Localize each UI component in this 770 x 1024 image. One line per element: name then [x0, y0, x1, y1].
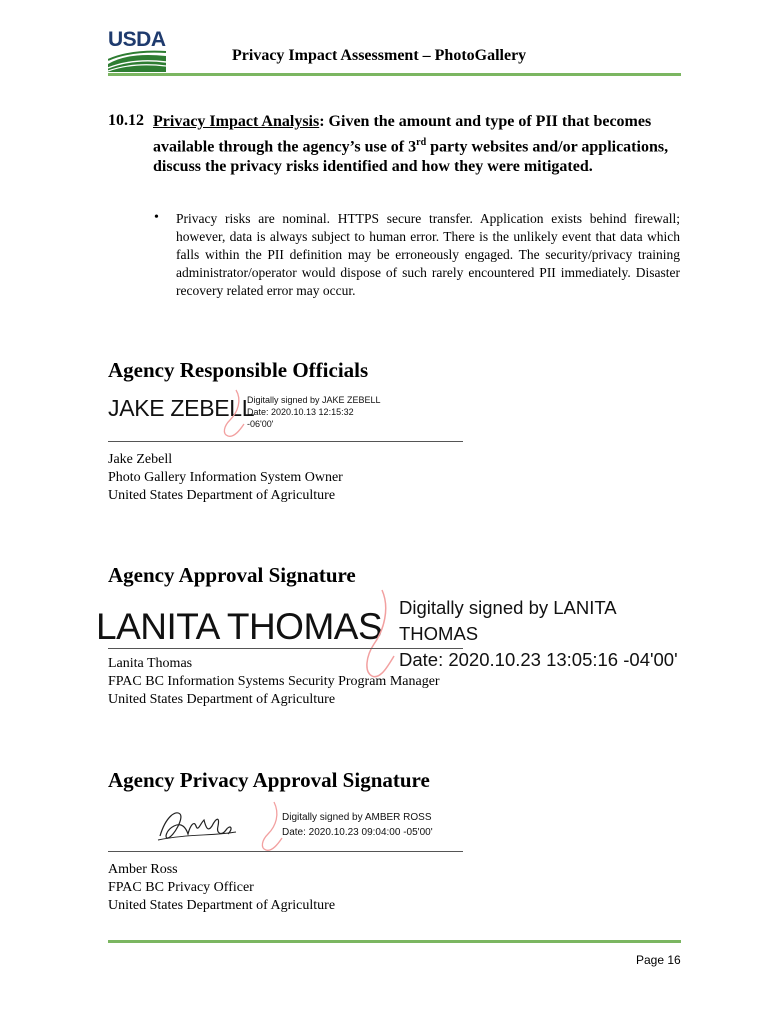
section-heading-part1: : Given the amount and type of PII that becomes available through the agency’s use of 3	[153, 113, 652, 155]
approval-signature	[96, 606, 382, 648]
approval-heading: Agency Approval Signature	[108, 563, 356, 587]
officials-org: United States Department of Agriculture	[108, 488, 336, 503]
section-heading-sup: rd	[416, 136, 427, 148]
section-heading-underlined: Privacy Impact Analysis	[153, 113, 320, 130]
document-title: Privacy Impact Assessment – PhotoGallery	[232, 47, 527, 64]
header-rule	[108, 73, 681, 76]
officials-heading: Agency Responsible Officials	[108, 358, 369, 382]
logo-text: USDA	[108, 28, 166, 51]
privacy-heading: Agency Privacy Approval Signature	[108, 768, 430, 792]
usda-logo	[108, 28, 166, 72]
officials-name: Jake Zebell	[108, 452, 173, 467]
approval-digital-stamp	[399, 595, 678, 673]
privacy-role: FPAC BC Privacy Officer	[108, 880, 254, 895]
approval-signature-name: LANITA THOMAS	[96, 606, 383, 647]
privacy-info	[108, 861, 335, 915]
footer-rule	[108, 940, 681, 943]
officials-role: Photo Gallery Information System Owner	[108, 470, 343, 485]
section-heading	[153, 112, 683, 178]
privacy-digital-line2: Date: 2020.10.23 09:04:00 -05'00'	[282, 827, 433, 838]
privacy-org: United States Department of Agriculture	[108, 898, 336, 913]
officials-signature-name: JAKE ZEBELL	[108, 395, 255, 421]
approval-org: United States Department of Agriculture	[108, 692, 336, 707]
page-number: Page 16	[636, 953, 681, 967]
officials-digital-line3: -06'00'	[247, 419, 274, 429]
privacy-name: Amber Ross	[108, 862, 178, 877]
officials-signature-line	[108, 441, 463, 442]
approval-name: Lanita Thomas	[108, 656, 193, 671]
officials-digital-line2: Date: 2020.10.13 12:15:32	[247, 407, 354, 417]
privacy-signature-line	[108, 851, 463, 852]
privacy-digital-stamp	[282, 810, 433, 840]
privacy-handwritten-signature-icon	[156, 806, 238, 846]
approval-digital-line3: Date: 2020.10.23 13:05:16 -04'00'	[399, 649, 678, 670]
approval-role: FPAC BC Information Systems Security Program Manager	[108, 674, 440, 689]
section-heading-part2: party websites and/or applications, discuss the privacy risks identified and how they were mitigated.	[153, 137, 669, 176]
bullet-icon: •	[154, 210, 159, 225]
officials-digital-line1: Digitally signed by JAKE ZEBELL	[247, 395, 381, 405]
approval-digital-line1: Digitally signed by LANITA	[399, 597, 617, 618]
privacy-risk-bullet: Privacy risks are nominal. HTTPS secure transfer. Application exists behind firewall; however, data is always subject to human error. There is the unlikely event that data which falls within the PII definition may be erroneously engaged. The security/privacy training administrator/operator would dispose of such rarely encountered PII immediately. Disaster recovery related error may occur.	[176, 211, 680, 298]
officials-info	[108, 451, 343, 505]
privacy-digital-line1: Digitally signed by AMBER ROSS	[282, 812, 432, 823]
approval-digital-line2: THOMAS	[399, 623, 479, 644]
logo-hills-icon	[108, 50, 166, 72]
section-number: 10.12	[108, 112, 144, 129]
approval-signature-line	[108, 648, 463, 649]
approval-info	[108, 655, 440, 709]
officials-digital-stamp	[247, 394, 381, 430]
officials-signature	[108, 395, 254, 422]
